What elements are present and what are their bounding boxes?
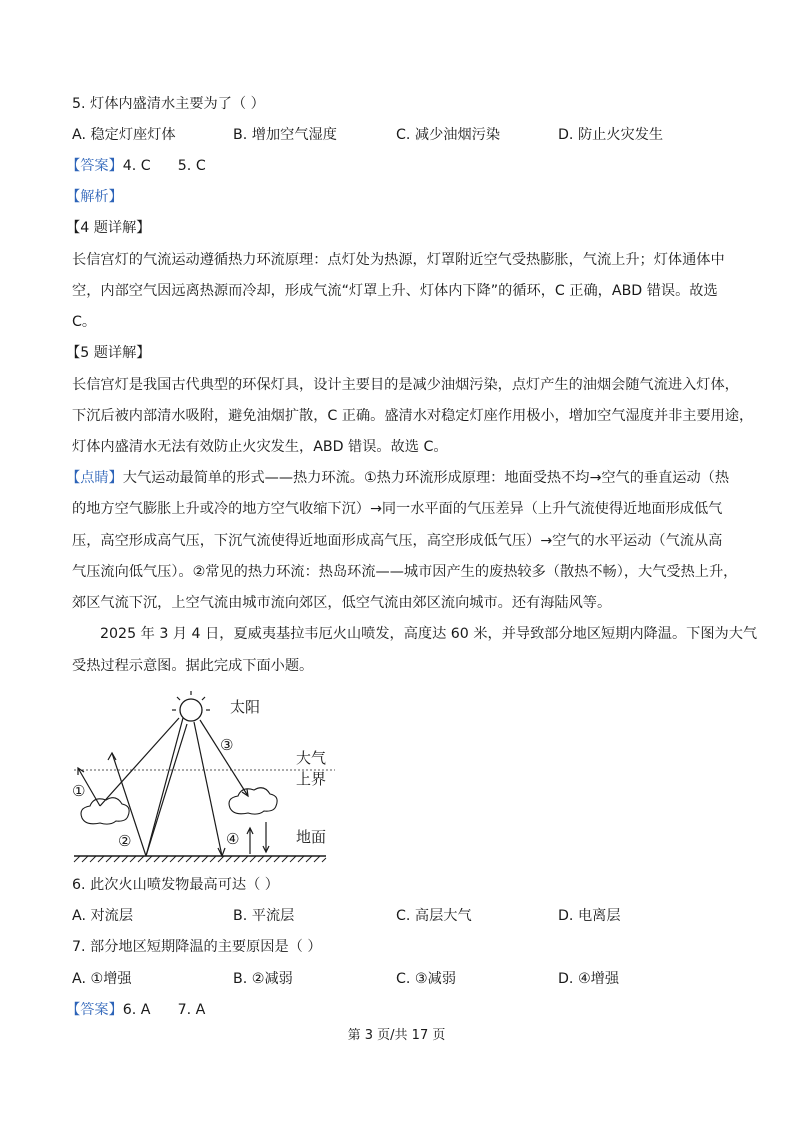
q7-option-d: D. ④增强 <box>558 971 620 987</box>
analysis-label: 【解析】 <box>66 189 123 205</box>
key-point-line-4: 气压流向低气压）。②常见的热力环流：热岛环流——城市因产生的废热较多（散热不畅），大气受热上升， <box>72 564 738 580</box>
answer-block-1 <box>66 156 206 176</box>
q5-option-b: B. 增加空气湿度 <box>233 127 337 143</box>
sun-icon <box>172 691 210 721</box>
key-point-first: 大气运动最简单的形式——热力环流。①热力环流形成原理：地面受热不均→空气的垂直运动（热 <box>122 470 730 486</box>
q6-option-a: A. 对流层 <box>72 908 134 924</box>
atmosphere-top-label-2: 上界 <box>296 770 327 788</box>
mark-4: ④ <box>226 830 240 848</box>
answer-block-2 <box>66 1000 205 1020</box>
q6-option-b: B. 平流层 <box>233 908 295 924</box>
q5-detail-line-1: 长信宫灯是我国古代典型的环保灯具，设计主要目的是减少油烟污染，点灯产生的油烟会随气流进入灯体， <box>72 377 739 393</box>
key-point-line-1 <box>66 468 729 488</box>
ground-hatching <box>74 856 326 862</box>
page-footer: 第 3 页/共 17 页 <box>347 1028 446 1043</box>
q7-option-b: B. ②减弱 <box>233 971 293 987</box>
mark-3: ③ <box>220 736 234 754</box>
q4-detail-line-1: 长信宫灯的气流运动遵循热力环流原理：点灯处为热源，灯罩附近空气受热膨胀，气流上升；灯体通体中 <box>72 252 725 268</box>
answer-text: 4. C 5. C <box>122 158 206 174</box>
q4-detail-line-3: C。 <box>72 314 97 330</box>
key-point-line-2: 的地方空气膨胀上升或冷的地方空气收缩下沉）→同一水平面的气压差异（上升气流使得近地面形成低气 <box>72 501 723 517</box>
q4-detail-line-2: 空，内部空气因远离热源而冷却，形成气流“灯罩上升、灯体内下降”的循环，C 正确，ABD 错误。故选 <box>72 283 718 299</box>
ground-label: 地面 <box>296 828 327 846</box>
q6-option-c: C. 高层大气 <box>396 908 472 924</box>
answer-label: 【答案】 <box>66 158 123 174</box>
key-point-line-3: 压，高空形成高气压，下沉气流使得近地面形成高气压，高空形成低气压）→空气的水平运动（气流从高 <box>72 533 723 549</box>
mark-2: ② <box>118 832 132 850</box>
q5-detail-line-3: 灯体内盛清水无法有效防止火灾发生，ABD 错误。故选 C。 <box>72 439 448 455</box>
left-cloud-icon <box>81 798 129 824</box>
intro-line-2: 受热过程示意图。据此完成下面小题。 <box>72 658 314 674</box>
key-point-line-5: 郊区气流下沉，上空气流由城市流向郊区，低空气流由郊区流向城市。还有海陆风等。 <box>72 595 612 611</box>
mark-1: ① <box>72 782 86 800</box>
right-cloud-icon <box>229 788 277 814</box>
q4-detail-label: 【4 题详解】 <box>66 220 151 236</box>
atmosphere-heating-diagram <box>70 688 340 866</box>
question-6-stem: 6. 此次火山喷发物最高可达（ ） <box>72 877 279 893</box>
q7-option-a: A. ①增强 <box>72 971 132 987</box>
question-5-stem: 5. 灯体内盛清水主要为了（ ） <box>72 96 265 112</box>
question-7-stem: 7. 部分地区短期降温的主要原因是（ ） <box>72 939 322 955</box>
sun-label: 太阳 <box>230 698 261 716</box>
answer-label: 【答案】 <box>66 1002 123 1018</box>
answer-text: 6. A 7. A <box>122 1002 206 1018</box>
q5-option-c: C. 减少油烟污染 <box>396 127 501 143</box>
radiation-arrows <box>78 718 269 856</box>
q5-detail-label: 【5 题详解】 <box>66 345 151 361</box>
key-point-label: 【点睛】 <box>66 470 123 486</box>
intro-line-1: 2025 年 3 月 4 日，夏威夷基拉韦厄火山喷发，高度达 60 米，并导致部分地区短期内降温。下图为大气 <box>100 626 758 642</box>
q5-option-d: D. 防止火灾发生 <box>558 127 664 143</box>
q7-option-c: C. ③减弱 <box>396 971 457 987</box>
q6-option-d: D. 电离层 <box>558 908 621 924</box>
atmosphere-top-label-1: 大气 <box>296 749 327 767</box>
q5-option-a: A. 稳定灯座灯体 <box>72 127 176 143</box>
q5-detail-line-2: 下沉后被内部清水吸附，避免油烟扩散，C 正确。盛清水对稳定灯座作用极小，增加空气湿度并非主要用途， <box>72 408 754 424</box>
